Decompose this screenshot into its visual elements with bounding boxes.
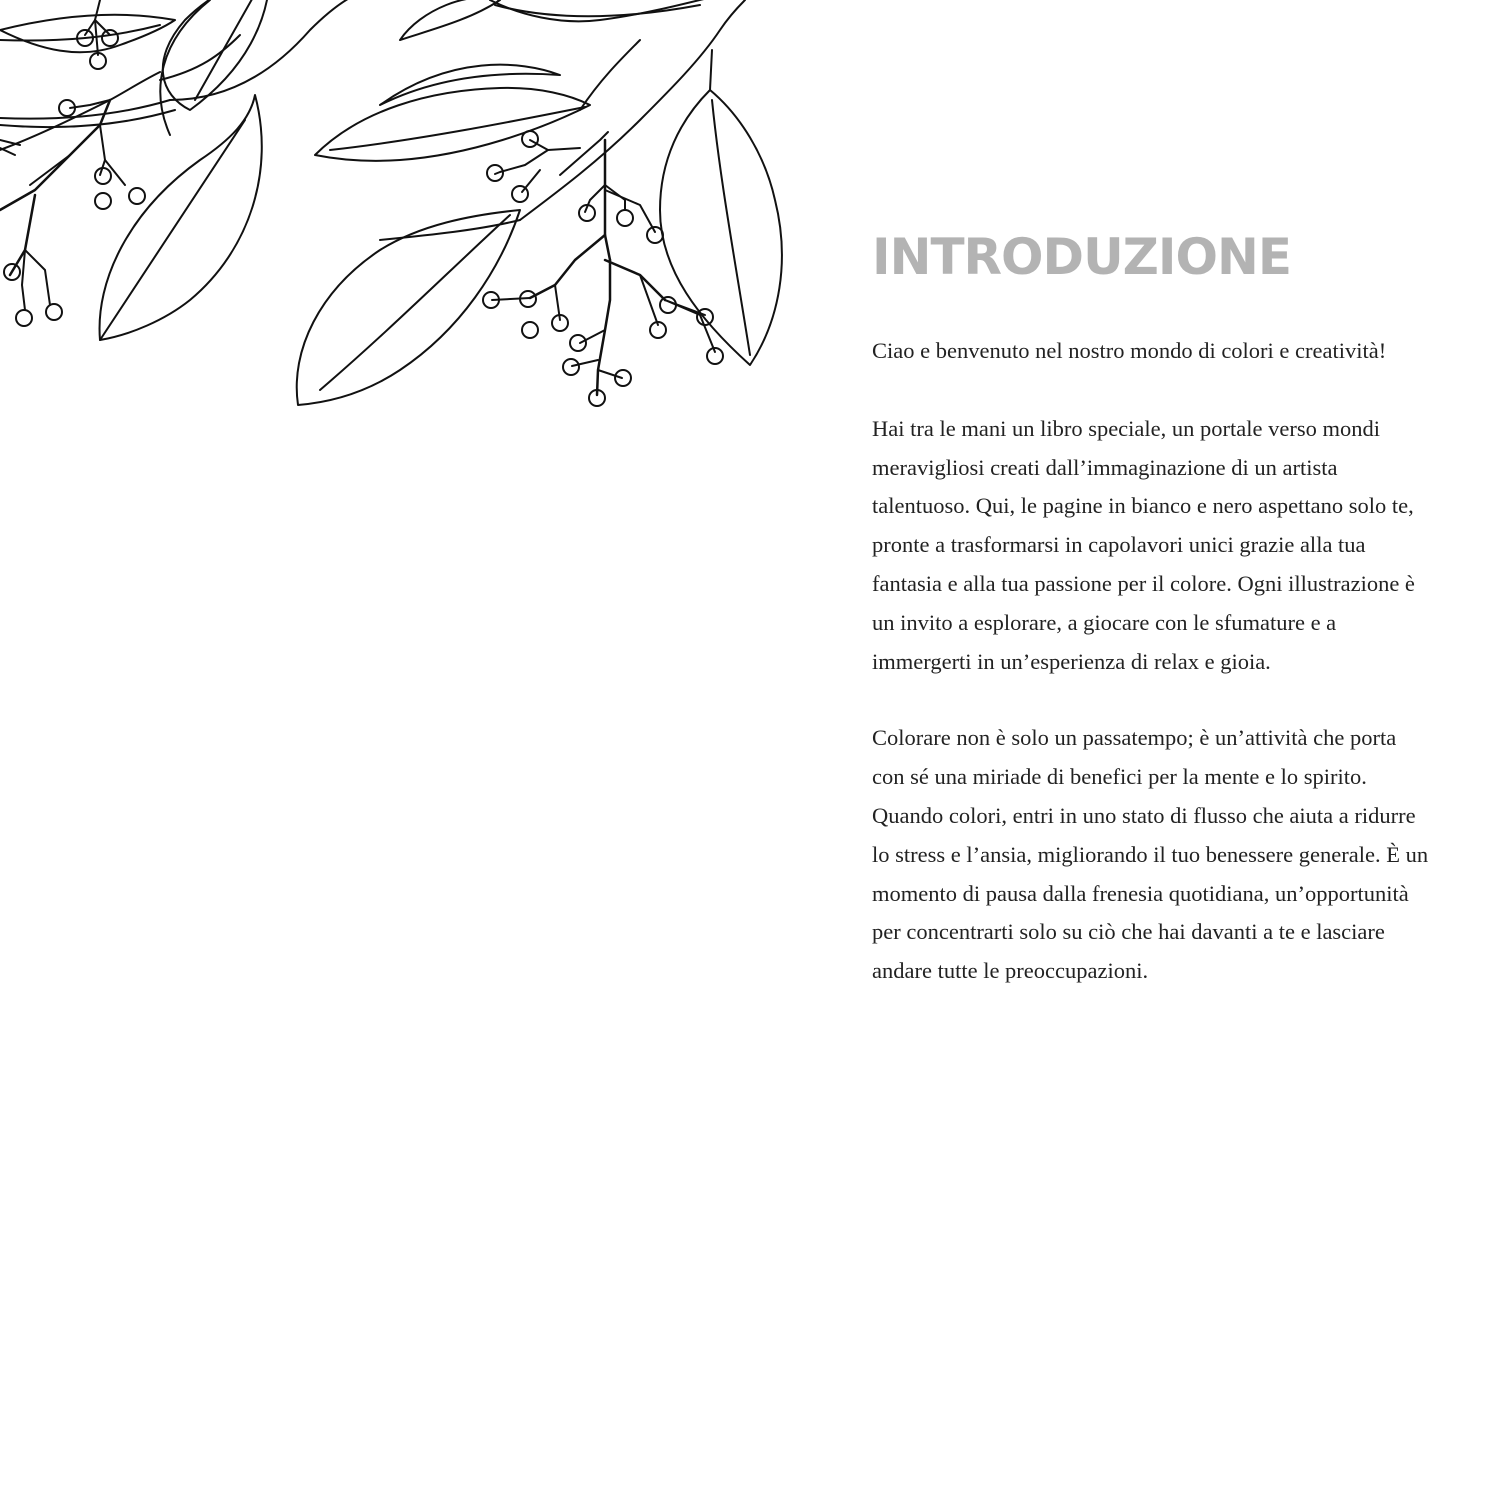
intro-paragraph-3: Colorare non è solo un passatempo; è un’attività che porta con sé una miriade di benefici per la mente e lo spirito. Quando colori, entri in uno stato di flusso che aiuta a ridurre lo stress e l’ansia, migliorando il tuo benessere generale. È un momento di pausa dalla frenesia quotidiana, un’opportunità per concentrarti solo su ciò che hai davanti a te e lasciare andare tutte le preoccupazioni.	[872, 725, 1429, 984]
intro-paragraph-2: Hai tra le mani un libro speciale, un portale verso mondi meravigliosi creati dall’immaginazione di un artista talentuoso. Qui, le pagine in bianco e nero aspettano solo te, pronte a trasformarsi in capolavori unici grazie alla tua fantasia e alla tua passione per il colore. Ogni illustrazione è un invito a esplorare, a giocare con le sfumature e a immergerti in un’esperienza di relax e gioia.	[872, 415, 1415, 674]
intro-paragraph-1: Ciao e benvenuto nel nostro mondo di colori e creatività!	[872, 338, 1387, 363]
botanical-line-art-icon	[0, 0, 800, 420]
introduction-text-column	[872, 222, 1432, 991]
page-title: INTRODUZIONE	[872, 228, 1292, 286]
